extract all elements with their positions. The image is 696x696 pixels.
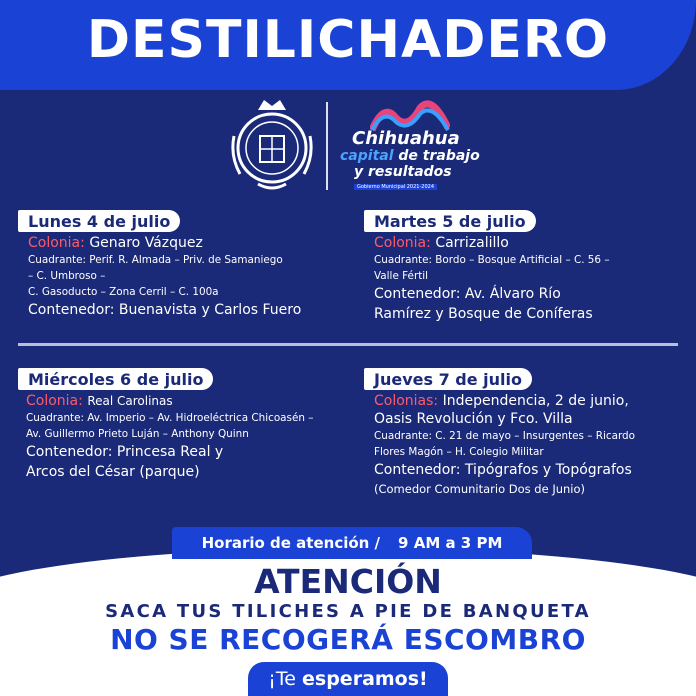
contenedor-line: Arcos del César (parque) (26, 464, 200, 480)
day-badge: Lunes 4 de julio (18, 210, 180, 232)
header-divider (326, 102, 328, 190)
contenedor-note: (Comedor Comunitario Dos de Junio) (374, 482, 586, 496)
te-esperamos-badge: ¡Te esperamos! (248, 662, 448, 696)
contenedor-line: Contenedor: Tipógrafos y Topógrafos (374, 462, 632, 478)
contenedor-line: Ramírez y Bosque de Coníferas (374, 306, 593, 322)
colonia-line: Colonia: Genaro Vázquez (28, 235, 203, 251)
day-badge: Miércoles 6 de julio (18, 368, 213, 390)
no-escombro-text: NO SE RECOGERÁ ESCOMBRO (110, 623, 586, 656)
mountain-logo-icon (370, 98, 450, 132)
contenedor-line: Contenedor: Buenavista y Carlos Fuero (28, 302, 302, 318)
logo-line-chihuahua: Chihuahua (352, 128, 460, 149)
contenedor-line: Contenedor: Princesa Real y (26, 444, 224, 460)
chihuahua-logo (340, 98, 490, 194)
horario-banner (172, 527, 532, 559)
day-block-martes (364, 210, 610, 324)
cuadrante-line: Valle Fértil (374, 270, 429, 282)
logo-line-gobierno: Gobierno Municipal 2021-2024 (354, 184, 437, 190)
cuadrante-line: Cuadrante: Perif. R. Almada – Priv. de Samaniego (28, 254, 283, 266)
page-title: DESTILICHADERO (86, 10, 610, 70)
saca-tiliches-text: SACA TUS TILICHES A PIE DE BANQUETA (105, 601, 591, 622)
cuadrante-line: Cuadrante: C. 21 de mayo – Insurgentes – Ricardo (374, 430, 635, 442)
cuadrante-line: C. Gasoducto – Zona Cerril – C. 100a (28, 286, 219, 298)
day-block-jueves (364, 368, 635, 498)
colonia-line: Colonia: Real Carolinas (26, 393, 173, 409)
cuadrante-line: Cuadrante: Av. Imperio – Av. Hidroeléctrica Chicoasén – (26, 412, 314, 424)
cuadrante-line: Cuadrante: Bordo – Bosque Artificial – C. 56 – (374, 254, 610, 266)
cuadrante-line: Av. Guillermo Prieto Luján – Anthony Quinn (26, 428, 249, 440)
logo-line-resultados: y resultados (354, 164, 452, 180)
day-block-lunes (18, 210, 301, 320)
horario-label: Horario de atención / (201, 534, 381, 552)
colonia-line: Oasis Revolución y Fco. Villa (374, 411, 573, 427)
day-badge: Jueves 7 de julio (364, 368, 532, 390)
coat-of-arms-icon (228, 96, 316, 194)
cuadrante-line: – C. Umbroso – (28, 270, 106, 282)
day-block-miercoles (18, 368, 313, 482)
logo-line-capital: capital de trabajo (340, 148, 480, 164)
day-badge: Martes 5 de julio (364, 210, 536, 232)
colonia-line: Colonia: Carrizalillo (374, 235, 509, 251)
atencion-heading: ATENCIÓN (254, 562, 442, 601)
cuadrante-line: Flores Magón – H. Colegio Militar (374, 446, 544, 458)
contenedor-line: Contenedor: Av. Álvaro Río (374, 286, 561, 302)
colonia-line: Colonias: Independencia, 2 de junio, (374, 393, 629, 409)
section-divider (18, 343, 678, 346)
horario-value: 9 AM a 3 PM (398, 534, 503, 552)
